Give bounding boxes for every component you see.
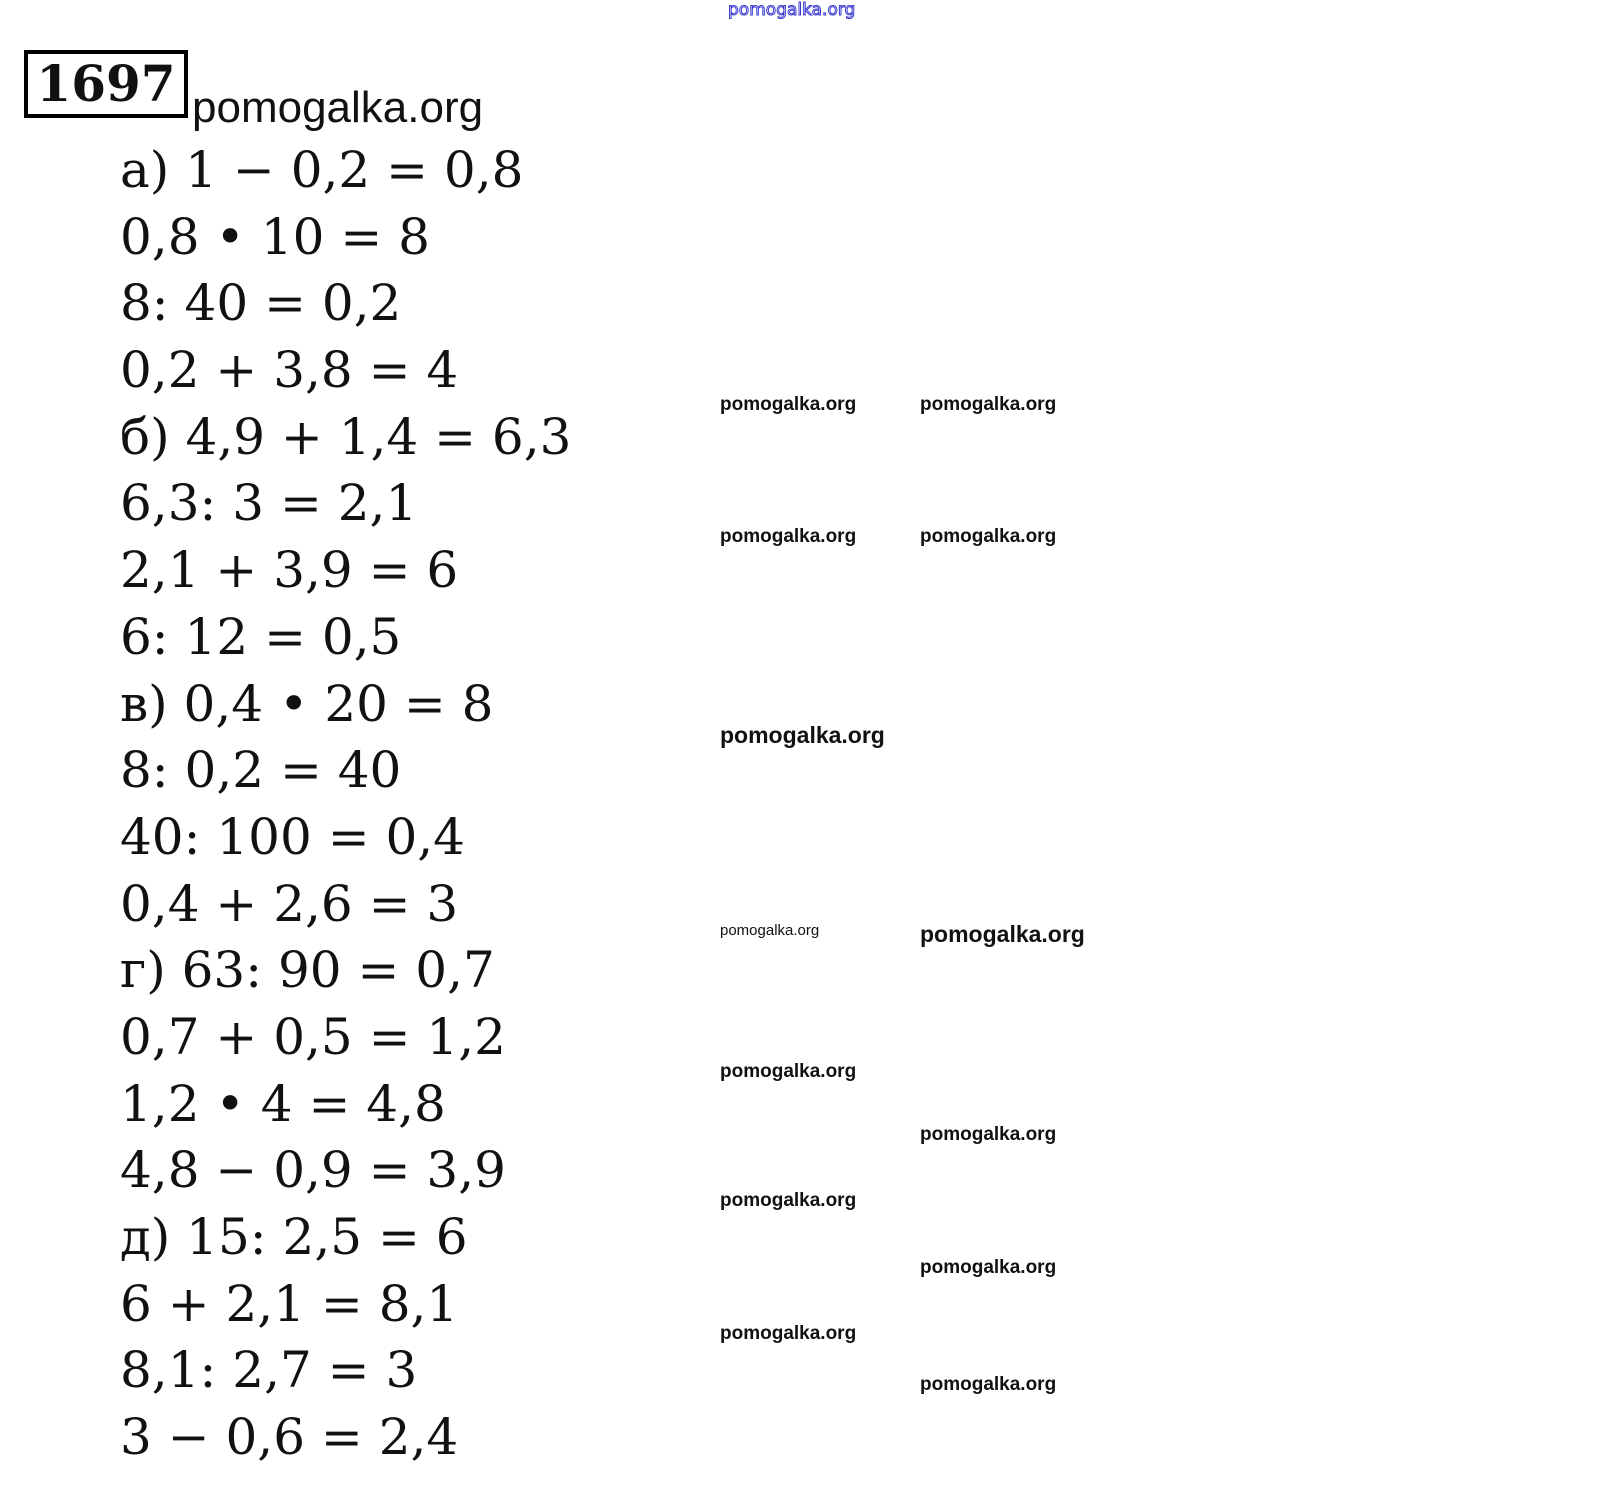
equation-line: г) 63: 90 = 0,7 [120, 941, 495, 999]
watermark: pomogalka.org [920, 394, 1057, 415]
equation-line: 3 − 0,6 = 2,4 [120, 1408, 459, 1466]
equation-line: 0,4 + 2,6 = 3 [120, 875, 459, 933]
site-watermark: pomogalka.org [192, 83, 484, 132]
equation-line: 6: 12 = 0,5 [120, 608, 402, 666]
watermark: pomogalka.org [920, 1374, 1057, 1395]
watermark: pomogalka.org [920, 921, 1085, 947]
equation-line: 8: 40 = 0,2 [120, 274, 402, 332]
watermark: pomogalka.org [720, 1061, 857, 1082]
equation-line: 4,8 − 0,9 = 3,9 [120, 1141, 506, 1199]
equation-line: а) 1 − 0,2 = 0,8 [120, 141, 524, 199]
equation-line: 8,1: 2,7 = 3 [120, 1341, 418, 1399]
watermark: pomogalka.org [920, 1124, 1057, 1145]
equation-line: 0,7 + 0,5 = 1,2 [120, 1008, 506, 1066]
equation-line: 0,8 • 10 = 8 [120, 208, 430, 266]
watermark: pomogalka.org [720, 1323, 857, 1344]
watermark: pomogalka.org [720, 526, 857, 547]
watermark: pomogalka.org [720, 722, 885, 748]
equation-line: 2,1 + 3,9 = 6 [120, 541, 459, 599]
equation-line: 40: 100 = 0,4 [120, 808, 465, 866]
watermark: pomogalka.org [720, 922, 820, 939]
equation-line: 8: 0,2 = 40 [120, 741, 402, 799]
problem-number: 1697 [24, 50, 188, 118]
watermark: pomogalka.org [920, 1257, 1057, 1278]
equation-line: 6,3: 3 = 2,1 [120, 474, 418, 532]
watermark: pomogalka.org [720, 1190, 857, 1211]
equation-line: 0,2 + 3,8 = 4 [120, 341, 459, 399]
equation-line: д) 15: 2,5 = 6 [120, 1208, 468, 1266]
top-watermark[interactable]: pomogalka.org [728, 0, 856, 20]
watermark: pomogalka.org [720, 394, 857, 415]
equation-line: в) 0,4 • 20 = 8 [120, 675, 494, 733]
equation-line: 1,2 • 4 = 4,8 [120, 1075, 446, 1133]
equation-line: б) 4,9 + 1,4 = 6,3 [120, 408, 572, 466]
watermark: pomogalka.org [920, 526, 1057, 547]
equation-line: 6 + 2,1 = 8,1 [120, 1275, 459, 1333]
